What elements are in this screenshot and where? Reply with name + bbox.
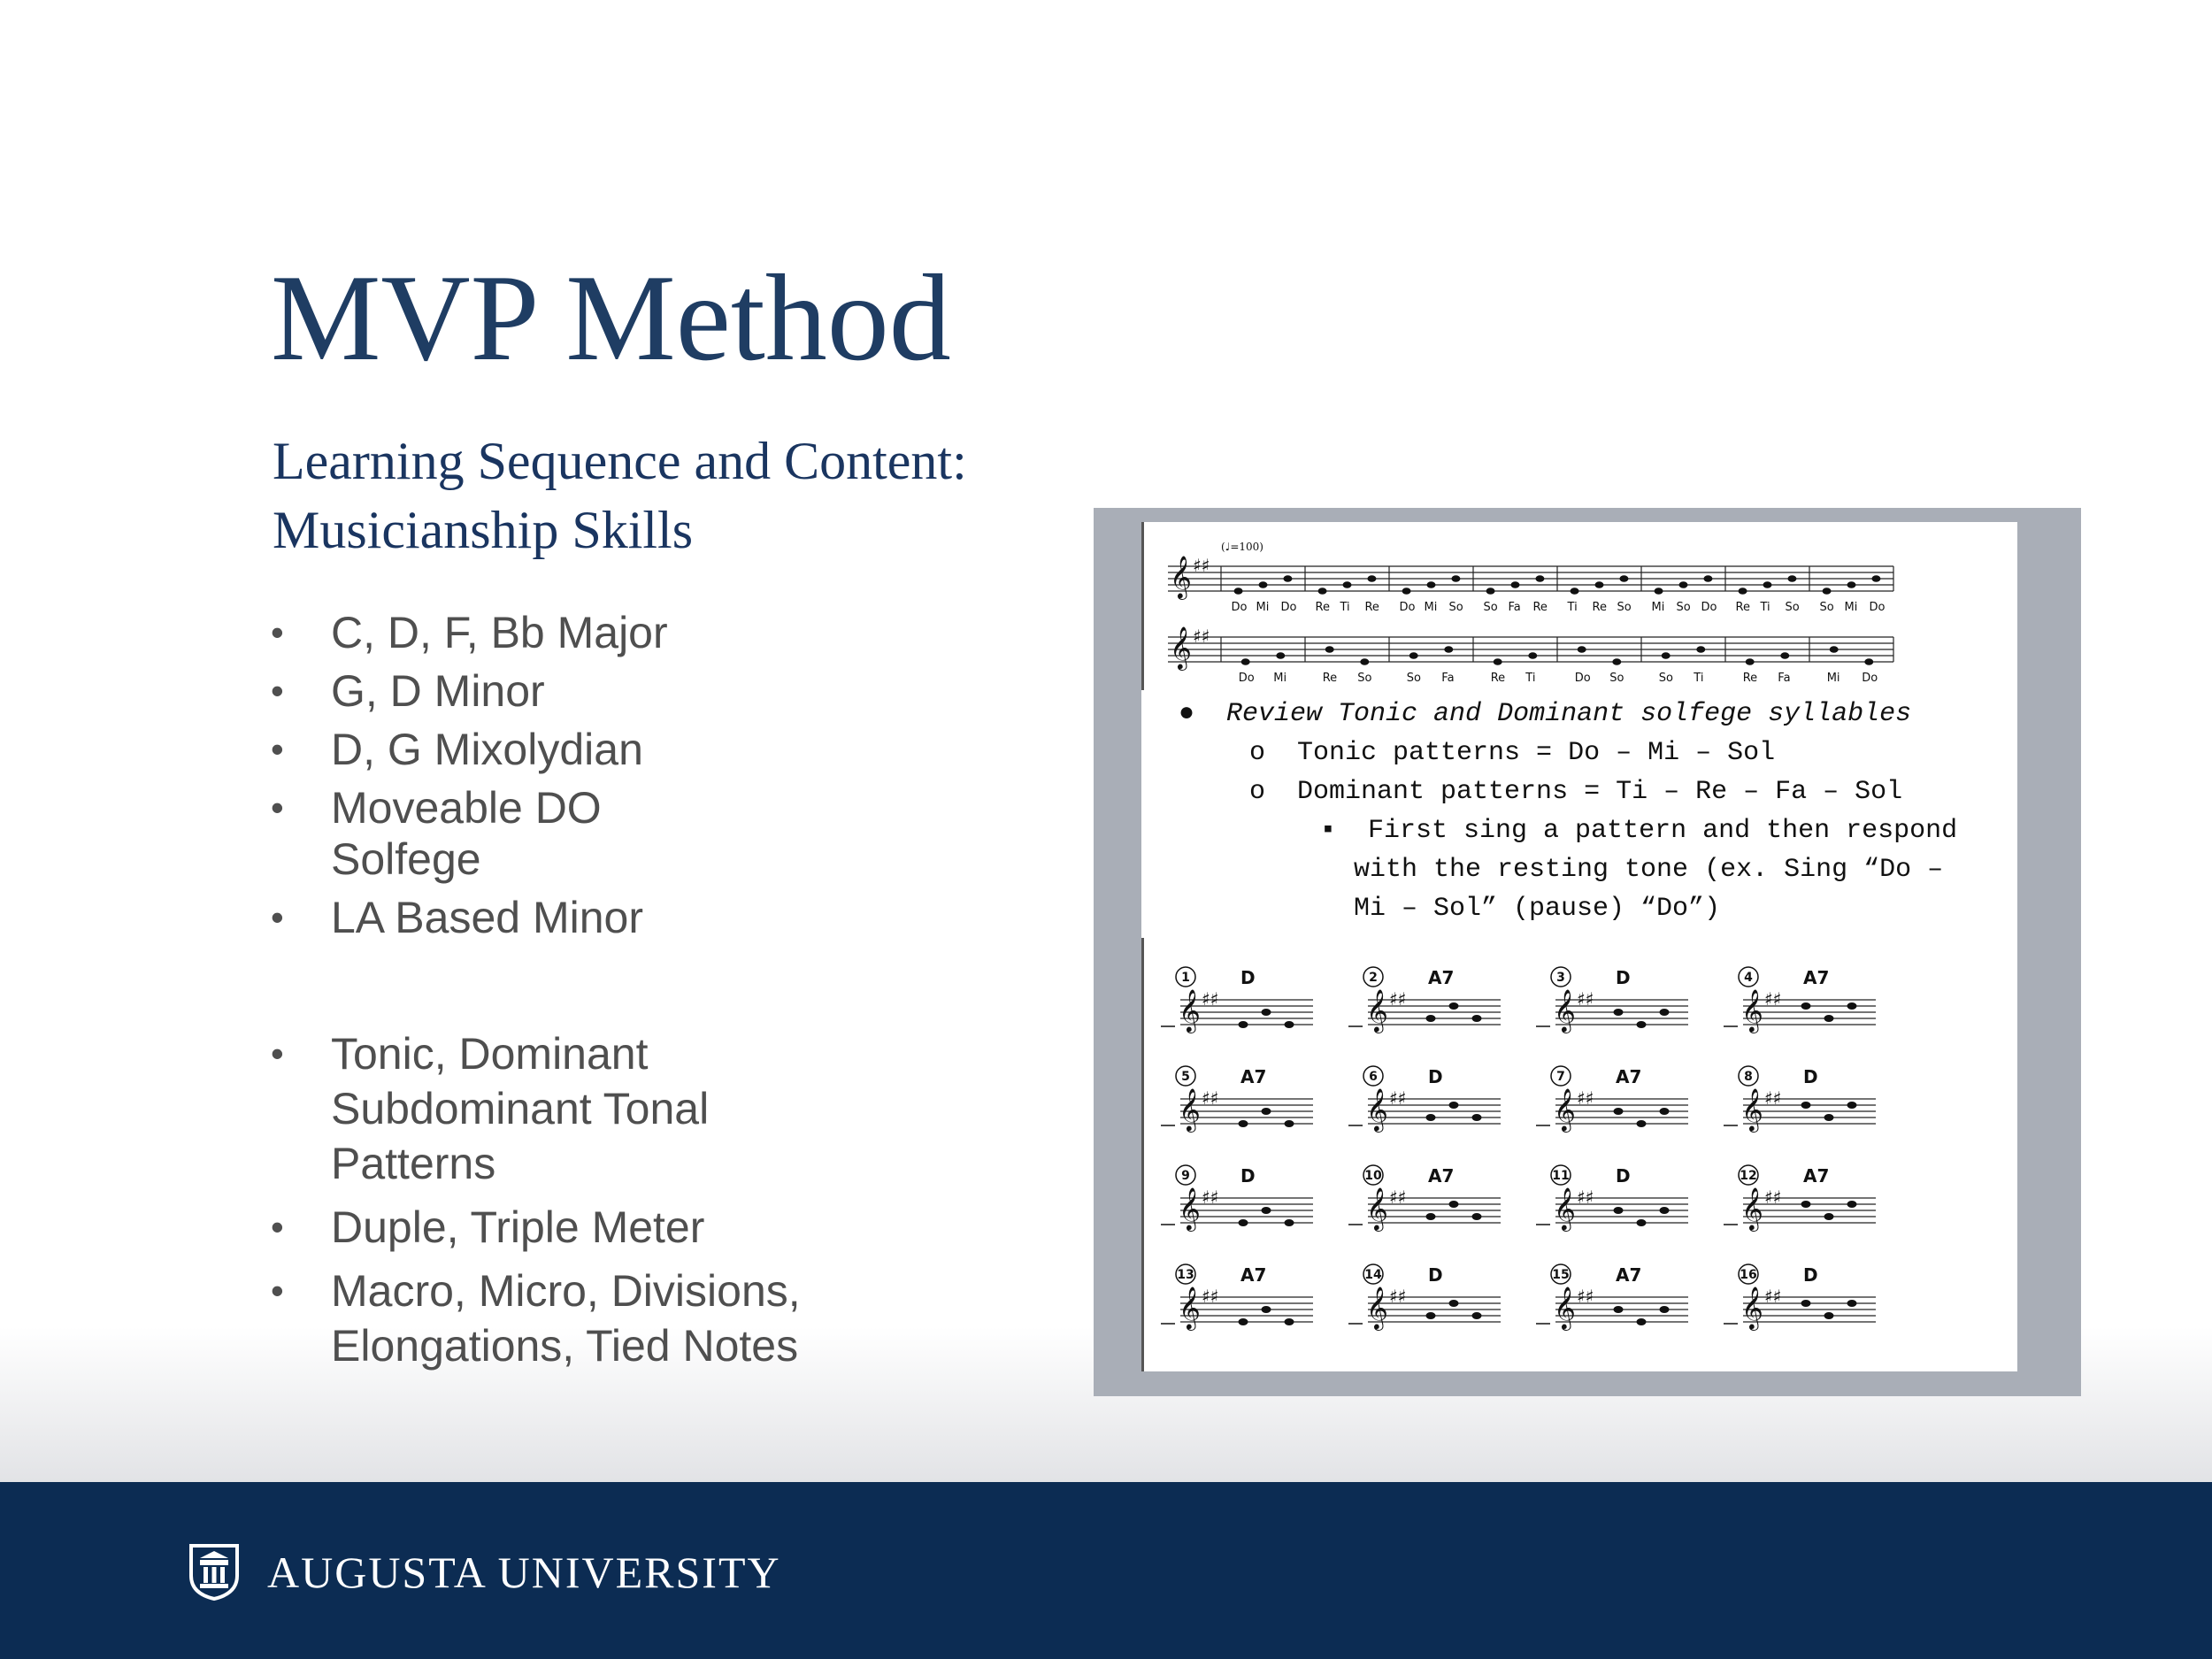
exercise-number: 3 (1556, 971, 1565, 985)
chord-symbol: D (1240, 967, 1256, 988)
solfege-label: Do (1231, 601, 1248, 614)
solfege-label: Re (1315, 601, 1331, 614)
key-signature: ♯♯ (1764, 988, 1782, 1010)
note-head (1614, 1108, 1624, 1115)
note-head (1823, 588, 1832, 595)
note-head (1449, 1102, 1459, 1109)
solfege-label: So (1785, 601, 1800, 614)
key-signature: ♯♯ (1577, 1187, 1594, 1208)
treble-clef-icon: 𝄞 (1741, 988, 1763, 1032)
sheet-edge (1141, 522, 1144, 690)
treble-clef-icon: 𝄞 (1366, 1286, 1388, 1329)
chord-symbol: D (1616, 967, 1631, 988)
key-signature: ♯♯ (1389, 988, 1407, 1010)
instruction-dominant: o Dominant patterns = Ti – Re – Fa – Sol (1249, 777, 1903, 807)
solfege-label: Ti (1340, 601, 1350, 614)
note-head (1660, 1009, 1670, 1016)
key-signature: ♯♯ (1577, 1087, 1594, 1109)
note-head (1343, 581, 1352, 588)
exercise-number: 1 (1181, 971, 1190, 985)
note-head (1285, 1021, 1294, 1028)
chord-symbol: D (1428, 1264, 1443, 1286)
solfege-label: Ti (1567, 601, 1578, 614)
chord-symbol: D (1803, 1066, 1818, 1087)
instruction-sub: with the resting tone (ex. Sing “Do – (1354, 855, 1944, 885)
note-head (1409, 652, 1418, 659)
exercise-number: 7 (1556, 1070, 1565, 1084)
note-head (1486, 588, 1495, 595)
exercise-number: 14 (1364, 1268, 1382, 1282)
solfege-label: Re (1364, 601, 1379, 614)
treble-clef-icon: 𝄞 (1170, 626, 1192, 669)
note-head (1449, 1201, 1459, 1208)
solfege-label: So (1448, 601, 1463, 614)
note-head (1637, 1318, 1647, 1325)
exercise-number: 11 (1552, 1169, 1570, 1183)
solfege-label: Re (1490, 672, 1506, 685)
note-head (1739, 588, 1747, 595)
note-head (1449, 1002, 1459, 1010)
solfege-label: So (1609, 672, 1624, 685)
treble-clef-icon: 𝄞 (1179, 1187, 1201, 1230)
note-head (1595, 581, 1604, 588)
key-signature: ♯♯ (1577, 1286, 1594, 1307)
instruction-notes (1179, 695, 1957, 928)
key-signature: ♯♯ (1764, 1087, 1782, 1109)
chord-symbol: A7 (1428, 1165, 1455, 1187)
note-head (1619, 575, 1628, 582)
note-head (1451, 575, 1460, 582)
treble-clef-icon: 𝄞 (1179, 1087, 1201, 1131)
note-head (1614, 1207, 1624, 1214)
solfege-label: Do (1574, 672, 1591, 685)
solfege-label: So (1357, 672, 1372, 685)
note-head (1847, 1102, 1857, 1109)
key-signature: ♯♯ (1389, 1286, 1407, 1307)
chord-symbol: D (1803, 1264, 1818, 1286)
note-head (1847, 1002, 1857, 1010)
tempo-marking: (♩=100) (1221, 541, 1263, 553)
solfege-label: Fa (1778, 672, 1791, 685)
note-head (1824, 1312, 1834, 1319)
solfege-label: Re (1532, 601, 1548, 614)
note-head (1847, 1300, 1857, 1307)
chord-symbol: A7 (1428, 967, 1455, 988)
solfege-label: Mi (1844, 601, 1858, 614)
exercise-number: 8 (1744, 1070, 1753, 1084)
note-head (1703, 575, 1712, 582)
treble-clef-icon: 𝄞 (1554, 1187, 1576, 1230)
note-head (1660, 1207, 1670, 1214)
note-head (1367, 575, 1376, 582)
note-head (1696, 646, 1705, 653)
note-head (1801, 1201, 1811, 1208)
note-head (1578, 646, 1586, 653)
note-head (1472, 1213, 1482, 1220)
solfege-label: Fa (1441, 672, 1455, 685)
solfege-label: Do (1238, 672, 1255, 685)
chord-symbol: A7 (1803, 1165, 1830, 1187)
solfege-label: Do (1701, 601, 1717, 614)
note-head (1528, 652, 1537, 659)
tonal-pattern-exercises (1159, 964, 1955, 1363)
slide-subtitle (273, 426, 1069, 565)
note-head (1259, 581, 1268, 588)
instruction-sub: Mi – Sol” (pause) “Do”) (1354, 894, 1721, 924)
exercise-number: 6 (1369, 1070, 1378, 1084)
solfege-label: Re (1322, 672, 1338, 685)
note-head (1426, 1213, 1436, 1220)
note-head (1511, 581, 1520, 588)
key-signature: ♯♯ (1202, 1286, 1219, 1307)
note-head (1239, 1219, 1248, 1226)
note-head (1494, 658, 1502, 665)
solfege-label: So (1819, 601, 1834, 614)
chord-symbol: A7 (1240, 1264, 1267, 1286)
chord-symbol: A7 (1803, 967, 1830, 988)
solfege-label: Do (1869, 601, 1886, 614)
note-head (1763, 581, 1772, 588)
key-signature: ♯♯ (1193, 626, 1210, 647)
key-signature: ♯♯ (1193, 555, 1210, 576)
note-head (1614, 1306, 1624, 1313)
key-signature: ♯♯ (1202, 1187, 1219, 1208)
note-head (1801, 1102, 1811, 1109)
key-signature: ♯♯ (1577, 988, 1594, 1010)
treble-clef-icon: 𝄞 (1554, 1286, 1576, 1329)
note-head (1824, 1213, 1834, 1220)
note-head (1239, 1021, 1248, 1028)
exercise-number: 4 (1744, 971, 1753, 985)
note-head (1801, 1002, 1811, 1010)
note-head (1285, 1318, 1294, 1325)
note-head (1824, 1114, 1834, 1121)
music-figure-panel (1094, 508, 2081, 1396)
treble-clef-icon: 𝄞 (1179, 1286, 1201, 1329)
note-head (1614, 1009, 1624, 1016)
note-head (1679, 581, 1688, 588)
key-signature: ♯♯ (1389, 1087, 1407, 1109)
note-head (1864, 658, 1873, 665)
note-head (1662, 652, 1671, 659)
exercise-number: 2 (1369, 971, 1378, 985)
key-signature: ♯♯ (1202, 988, 1219, 1010)
treble-clef-icon: 𝄞 (1366, 1087, 1388, 1131)
solfege-label: So (1658, 672, 1673, 685)
note-head (1239, 1120, 1248, 1127)
bullet-item: • Macro, Micro, Divisions, Elongations, Tied Notes (271, 1263, 826, 1373)
note-head (1535, 575, 1544, 582)
note-head (1472, 1312, 1482, 1319)
chord-symbol: A7 (1616, 1066, 1642, 1087)
treble-clef-icon: 𝄞 (1741, 1187, 1763, 1230)
treble-clef-icon: 𝄞 (1554, 988, 1576, 1032)
note-head (1780, 652, 1789, 659)
exercise-number: 5 (1181, 1070, 1190, 1084)
note-head (1824, 1015, 1834, 1022)
chord-symbol: D (1428, 1066, 1443, 1087)
note-head (1262, 1108, 1271, 1115)
note-head (1402, 588, 1411, 595)
bullet-item: • Duple, Triple Meter (271, 1200, 826, 1255)
note-head (1472, 1114, 1482, 1121)
note-head (1239, 1318, 1248, 1325)
bullet-item: • D, G Mixolydian (271, 724, 738, 775)
instruction-sub: ▪ First sing a pattern and then respond (1320, 816, 1958, 846)
instruction-main: ● Review Tonic and Dominant solfege syllables (1179, 699, 1912, 729)
note-head (1847, 581, 1856, 588)
exercise-number: 12 (1740, 1169, 1757, 1183)
treble-clef-icon: 𝄞 (1366, 988, 1388, 1032)
treble-clef-icon: 𝄞 (1366, 1187, 1388, 1230)
note-head (1283, 575, 1292, 582)
key-signature: ♯♯ (1389, 1187, 1407, 1208)
note-head (1871, 575, 1880, 582)
solfege-label: Do (1280, 601, 1297, 614)
note-head (1262, 1009, 1271, 1016)
solfege-label: Re (1742, 672, 1758, 685)
note-head (1241, 658, 1250, 665)
slide-title: MVP Method (271, 250, 951, 387)
note-head (1746, 658, 1755, 665)
note-head (1571, 588, 1579, 595)
bullet-item: • Moveable DO Solfege (271, 782, 738, 885)
note-head (1426, 1015, 1436, 1022)
note-head (1426, 1312, 1436, 1319)
bullet-item: • C, D, F, Bb Major (271, 607, 738, 658)
subtitle-line-2: Musicianship Skills (273, 501, 694, 559)
note-head (1444, 646, 1453, 653)
exercise-number: 16 (1740, 1268, 1757, 1282)
note-head (1426, 1114, 1436, 1121)
solfege-label: So (1406, 672, 1421, 685)
note-head (1449, 1300, 1459, 1307)
instruction-tonic: o Tonic patterns = Do – Mi – Sol (1249, 738, 1776, 768)
solfege-label: Do (1862, 672, 1878, 685)
solfege-label: Ti (1525, 672, 1536, 685)
note-head (1830, 646, 1839, 653)
chord-symbol: D (1240, 1165, 1256, 1187)
exercise-number: 13 (1177, 1268, 1194, 1282)
key-signature: ♯♯ (1764, 1187, 1782, 1208)
note-head (1234, 588, 1243, 595)
note-head (1660, 1108, 1670, 1115)
note-head (1787, 575, 1796, 582)
solfege-label: Mi (1424, 601, 1438, 614)
note-head (1637, 1021, 1647, 1028)
note-head (1612, 658, 1621, 665)
solfege-label: Ti (1760, 601, 1770, 614)
note-head (1472, 1015, 1482, 1022)
bullet-item: • G, D Minor (271, 665, 738, 717)
chord-symbol: A7 (1240, 1066, 1267, 1087)
exercise-number: 10 (1364, 1169, 1382, 1183)
chord-symbol: A7 (1616, 1264, 1642, 1286)
exercise-number: 15 (1552, 1268, 1570, 1282)
solfege-label: So (1483, 601, 1498, 614)
solfege-label: Re (1592, 601, 1607, 614)
solfege-label: Mi (1273, 672, 1287, 685)
key-signature: ♯♯ (1764, 1286, 1782, 1307)
solfege-label: So (1676, 601, 1691, 614)
solfege-label: Mi (1256, 601, 1270, 614)
treble-clef-icon: 𝄞 (1179, 988, 1201, 1032)
note-head (1427, 581, 1436, 588)
solfege-staffs (1168, 540, 1911, 690)
note-head (1285, 1219, 1294, 1226)
note-head (1262, 1306, 1271, 1313)
solfege-label: Ti (1694, 672, 1704, 685)
note-head (1360, 658, 1369, 665)
note-head (1276, 652, 1285, 659)
treble-clef-icon: 𝄞 (1741, 1286, 1763, 1329)
treble-clef-icon: 𝄞 (1741, 1087, 1763, 1131)
chord-symbol: D (1616, 1165, 1631, 1187)
bullet-list-keys (271, 607, 738, 950)
note-head (1318, 588, 1327, 595)
bullet-item: • LA Based Minor (271, 892, 738, 943)
solfege-label: Mi (1826, 672, 1840, 685)
solfege-label: Do (1399, 601, 1416, 614)
note-head (1325, 646, 1334, 653)
subtitle-line-1: Learning Sequence and Content: (273, 432, 967, 490)
music-sheet-image (1141, 522, 2017, 1371)
note-head (1637, 1219, 1647, 1226)
solfege-label: Mi (1651, 601, 1665, 614)
note-head (1655, 588, 1663, 595)
note-head (1847, 1201, 1857, 1208)
solfege-label: Re (1735, 601, 1751, 614)
treble-clef-icon: 𝄞 (1170, 555, 1192, 598)
note-head (1285, 1120, 1294, 1127)
treble-clef-icon: 𝄞 (1554, 1087, 1576, 1131)
solfege-label: So (1617, 601, 1632, 614)
exercise-number: 9 (1181, 1169, 1190, 1183)
university-seal-icon (188, 1542, 241, 1601)
key-signature: ♯♯ (1202, 1087, 1219, 1109)
note-head (1801, 1300, 1811, 1307)
note-head (1660, 1306, 1670, 1313)
bullet-list-patterns (271, 1026, 826, 1382)
university-name: AUGUSTA UNIVERSITY (267, 1548, 781, 1597)
bullet-item: • Tonic, Dominant Subdominant Tonal Patterns (271, 1026, 826, 1191)
solfege-label: Fa (1508, 601, 1521, 614)
sheet-edge (1141, 938, 1144, 1371)
note-head (1637, 1120, 1647, 1127)
note-head (1262, 1207, 1271, 1214)
